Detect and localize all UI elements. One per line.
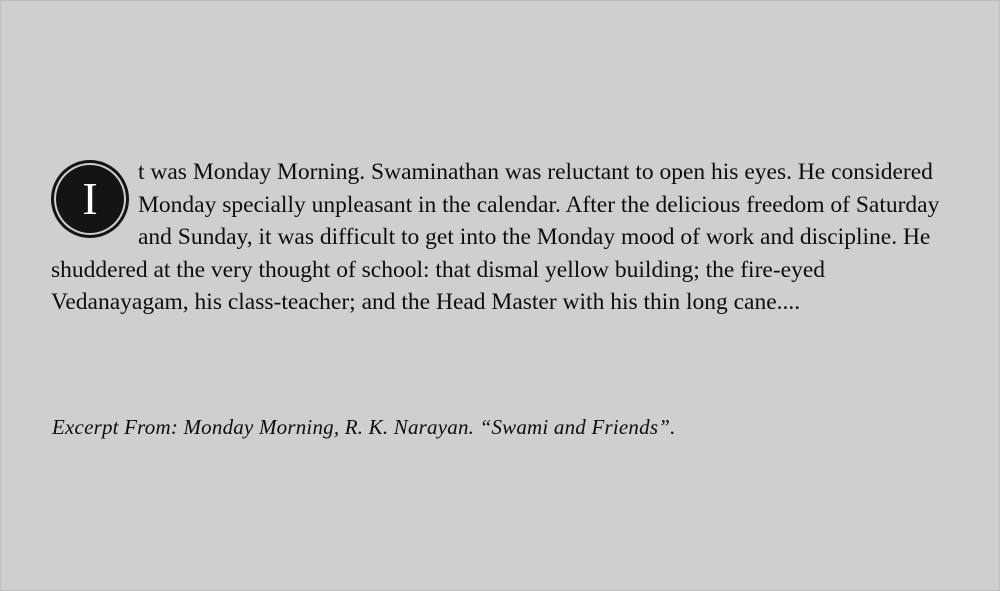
- excerpt-body-text: t was Monday Morning. Swaminathan was reluctant to open his eyes. He considered Monday specially unpleasant in the calendar. After the delicious freedom of Saturday and Sunday, it was difficult to get into the Monday mood of work and discipline. He shuddered at the very thought of school: that dismal yellow building; the fire-eyed Vedanayagam, his class-teacher; and the Head Master with his thin long cane....: [51, 159, 940, 316]
- drop-cap: [51, 160, 129, 238]
- excerpt-paragraph: [51, 156, 951, 319]
- drop-cap-letter: I: [82, 173, 98, 224]
- citation: Excerpt From: Monday Morning, R. K. Narayan. “Swami and Friends”.: [52, 415, 676, 439]
